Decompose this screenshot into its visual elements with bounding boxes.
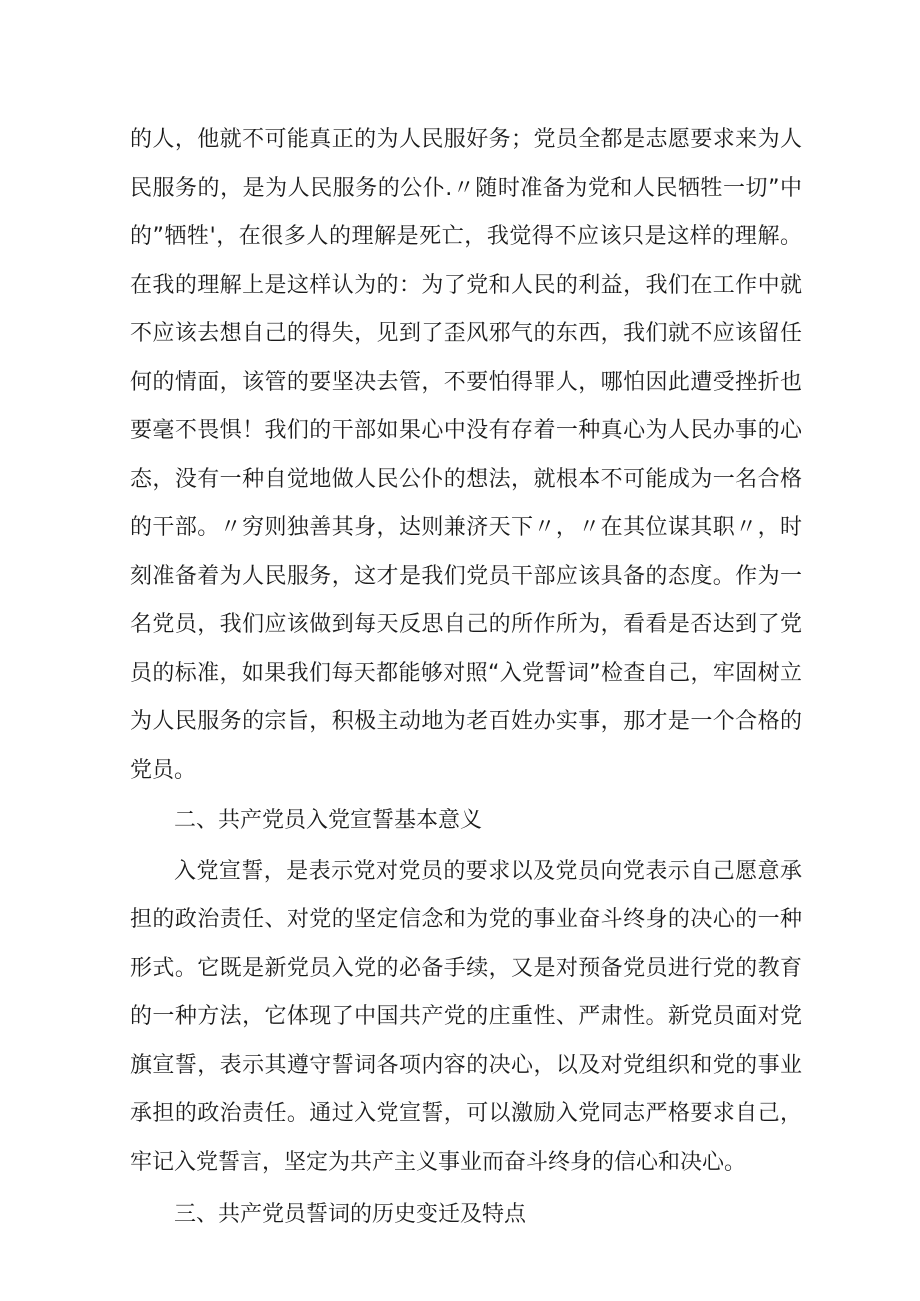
body-paragraph-2: 入党宣誓，是表示党对党员的要求以及党员向党表示自己愿意承担的政治责任、对党的坚定信念和为党的事业奋斗终身的决心的一种形式。它既是新党员入党的必备手续，又是对预备党员进行党的教育的一种方法，它体现了中国共产党的庄重性、严肃性。新党员面对党旗宣誓，表示其遵守誓词各项内容的决心，以及对党组织和党的事业承担的政治责任。通过入党宣誓，可以激励入党同志严格要求自己，牢记入党誓言，坚定为共产主义事业而奋斗终身的信心和决心。	[130, 858, 802, 1175]
body-paragraph-1: 的人，他就不可能真正的为人民服好务；党员全都是志愿要求来为人民服务的，是为人民服务的公仆.〃随时准备为党和人民牺牲一切”中的”牺牲'，在很多人的理解是死亡，我觉得不应该只是这样的理解。在我的理解上是这样认为的：为了党和人民的利益，我们在工作中就不应该去想自己的得失，见到了歪风邪气的东西，我们就不应该留任何的情面，该管的要坚决去管，不要怕得罪人，哪怕因此遭受挫折也要毫不畏惧！我们的干部如果心中没有存着一种真心为人民办事的心态，没有一种自觉地做人民公仆的想法，就根本不可能成为一名合格的干部。〃穷则独善其身，达则兼济天下〃，〃在其位谋其职〃，时刻准备着为人民服务，这才是我们党员干部应该具备的态度。作为一名党员，我们应该做到每天反思自己的所作所为，看看是否达到了党员的标准，如果我们每天都能够对照“入党誓词”检查自己，牢固树立为人民服务的宗旨，积极主动地为老百姓办实事，那才是一个合格的党员。	[130, 127, 802, 783]
document-body	[130, 116, 802, 1240]
section-heading-2: 二、共产党员入党宣誓基本意义	[174, 808, 483, 833]
section-heading-3: 三、共产党员誓词的历史变迁及特点	[174, 1202, 527, 1227]
